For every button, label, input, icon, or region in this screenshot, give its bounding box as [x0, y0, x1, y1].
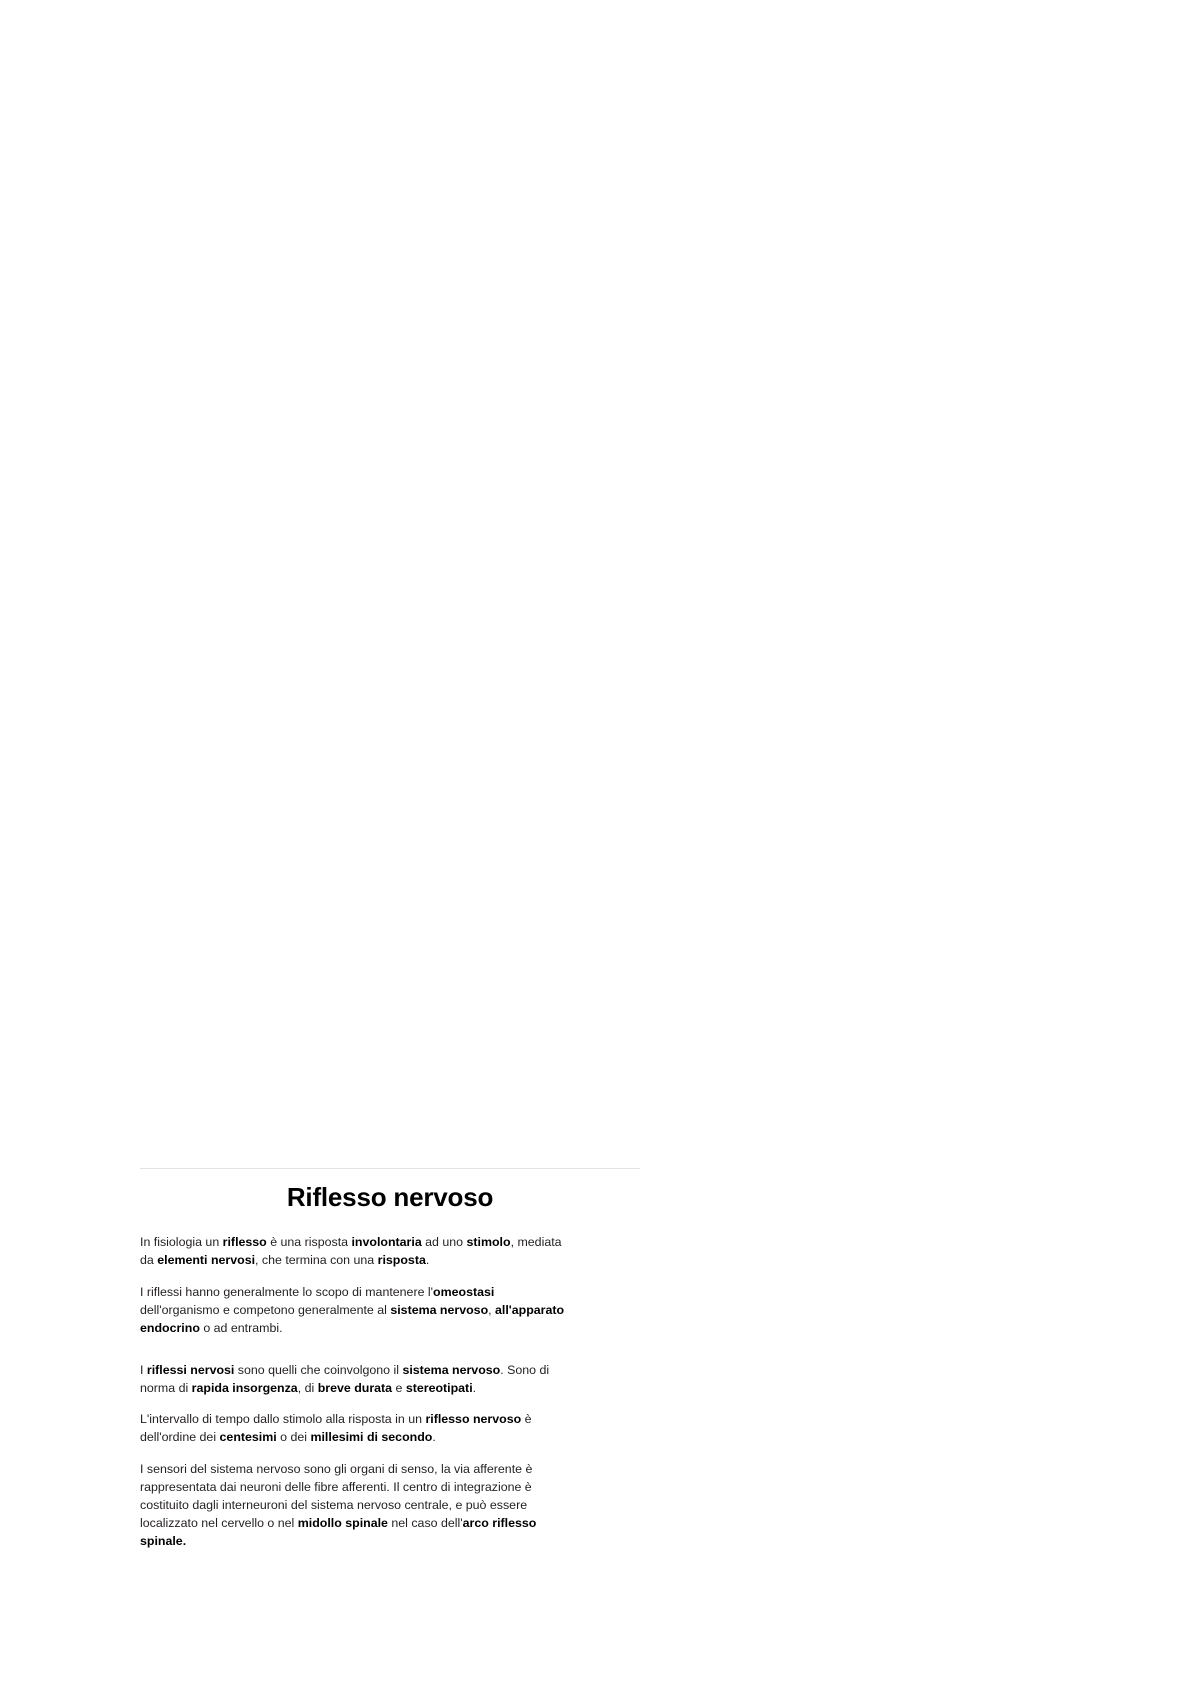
- emphasis-term: stimolo: [466, 1234, 511, 1249]
- emphasis-term: midollo spinale: [297, 1516, 388, 1531]
- text-run: I: [140, 1362, 147, 1377]
- text-run: o ad entrambi.: [199, 1320, 283, 1335]
- text-run: sono quelli che coinvolgono il: [234, 1362, 403, 1377]
- text-run: .: [472, 1380, 477, 1395]
- emphasis-term: involontaria: [351, 1234, 422, 1249]
- emphasis-term: all'apparato endocrino: [140, 1302, 565, 1335]
- text-run: , mediata da: [140, 1234, 562, 1267]
- header-divider: [140, 1168, 640, 1169]
- text-run: I riflessi hanno generalmente lo scopo di mantenere l': [140, 1284, 434, 1299]
- emphasis-term: sistema nervoso: [390, 1302, 489, 1317]
- emphasis-term: sistema nervoso: [402, 1362, 501, 1377]
- emphasis-term: elementi nervosi: [157, 1252, 256, 1267]
- text-run: nel caso dell': [387, 1516, 463, 1531]
- emphasis-term: stereotipati: [405, 1380, 473, 1395]
- paragraph-p2: [140, 1284, 575, 1338]
- paragraph-p4: [140, 1411, 575, 1447]
- emphasis-term: centesimi: [219, 1430, 277, 1445]
- article-body: [140, 1168, 640, 1551]
- text-run: , di: [297, 1380, 318, 1395]
- text-run: . Sono di norma di: [140, 1362, 550, 1395]
- text-run: .: [432, 1430, 436, 1445]
- page-title: Riflesso nervoso: [286, 1182, 494, 1212]
- text-run: ad uno: [421, 1234, 467, 1249]
- text-run: dell'organismo e competono generalmente al: [140, 1302, 391, 1317]
- emphasis-term: riflessi nervosi: [146, 1362, 235, 1377]
- emphasis-term: breve durata: [317, 1380, 393, 1395]
- paragraph-p5: [140, 1461, 575, 1551]
- paragraph-list: [140, 1234, 640, 1552]
- text-run: I sensori del sistema nervoso sono gli organi di senso, la via afferente è rappresentata dai neuroni delle fibre afferenti. Il centro di integrazione è costituito dagli interneuroni del sistema nervoso centrale, e può essere localizzato nel cervello o nel: [140, 1462, 533, 1531]
- emphasis-term: millesimi di secondo: [310, 1430, 433, 1445]
- text-run: In fisiologia un: [140, 1234, 223, 1249]
- text-run: .: [425, 1252, 430, 1267]
- paragraph-p1: [140, 1234, 575, 1270]
- text-run: , che termina con una: [255, 1252, 378, 1267]
- emphasis-term: omeostasi: [433, 1284, 495, 1299]
- text-run: o dei: [276, 1430, 311, 1445]
- emphasis-term: riflesso nervoso: [425, 1412, 522, 1427]
- text-run: ,: [488, 1302, 496, 1317]
- text-run: e: [392, 1380, 406, 1395]
- text-run: è dell'ordine dei: [140, 1412, 532, 1445]
- text-run: L'intervallo di tempo dallo stimolo alla risposta in un: [140, 1412, 426, 1427]
- emphasis-term: arco riflesso spinale.: [140, 1516, 537, 1549]
- emphasis-term: risposta: [377, 1252, 426, 1267]
- emphasis-term: rapida insorgenza: [191, 1380, 298, 1395]
- emphasis-term: riflesso: [222, 1234, 267, 1249]
- text-run: è una risposta: [266, 1234, 352, 1249]
- paragraph-p3: [140, 1362, 575, 1398]
